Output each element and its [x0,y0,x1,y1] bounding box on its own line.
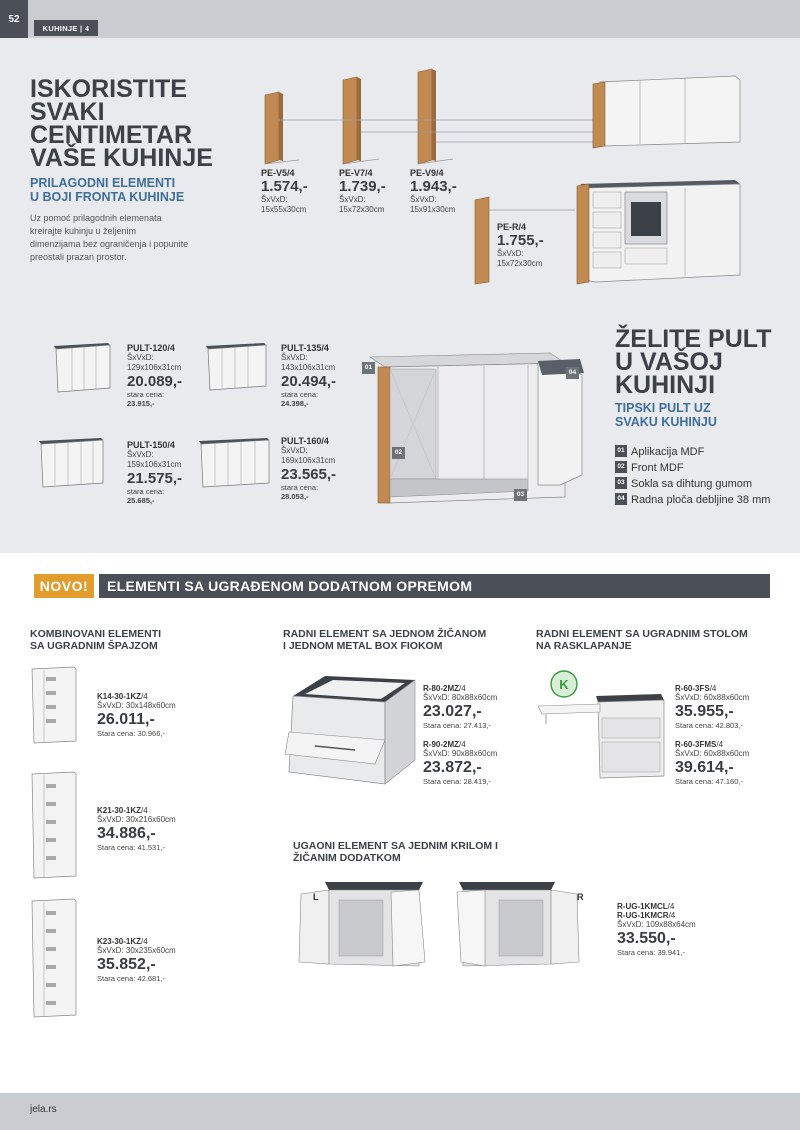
hero-title-line: VAŠE KUHINJE [30,144,213,172]
pult-title-line: U VAŠOJ [615,348,723,376]
product-code-row [617,902,696,911]
panel-pe-v5 [261,168,308,215]
product-code: R-80-2MZ [423,684,460,693]
product-code-row [675,684,749,693]
dim-value: ŠxVxD: 109x88x64cm [617,920,696,929]
dim-label: ŠxVxD: [339,195,366,204]
section-title-bar: ELEMENTI SA UGRAĐENOM DODATNOM OPREMOM [99,574,770,598]
product-price: 39.614,- [675,759,734,776]
old-price: 24.398,- [281,399,309,408]
product-code-row [423,684,497,693]
product-price: 34.886,- [97,825,156,842]
dim-value: ŠxVxD: 80x88x60cm [423,693,498,702]
dim-value: 159x106x31cm [127,460,182,469]
product-code: PULT-120/4 [127,343,175,353]
page-number: 52 [0,0,28,38]
corner-unit-illustration [295,878,605,970]
product-price: 35.852,- [97,956,156,973]
feature-row [615,490,770,506]
dim-label: ŠxVxD: [127,450,154,459]
corner-right-tag: R [577,892,584,902]
hero-title-line: ISKORISTITE [30,75,187,103]
pult-tag-03: 03 [514,489,527,501]
product-price: 23.565,- [281,466,337,483]
dim-value: 15x72x30cm [497,259,543,268]
dim-label: ŠxVxD: [281,446,308,455]
product-code: R-90-2MZ [423,740,460,749]
pult-135 [281,343,336,408]
dim-value: 143x106x31cm [281,363,336,372]
page-header [0,0,800,38]
footer-url[interactable]: jela.rs [30,1104,57,1115]
old-price: Stara cena: 27.413,- [423,721,491,730]
feature-num: 01 [615,445,627,457]
category-tab[interactable]: KUHINJE | 4 [34,20,98,36]
col2-heading [283,628,486,652]
item-r-ug-1kmc [617,902,696,957]
heading-line: SA UGRADNIM ŠPAJZOM [30,640,158,652]
product-price: 1.739,- [339,178,386,195]
product-price: 33.550,- [617,930,676,947]
old-price: Stara cena: 39.941,- [617,948,685,957]
heading-line: KOMBINOVANI ELEMENTI [30,628,162,640]
pult-150-image [39,438,103,487]
panel-pe-v9 [410,168,457,215]
product-code-row [97,937,176,946]
old-price: Stara cena: 28.419,- [423,777,491,786]
old-price-label: stara cena: [127,390,165,399]
pult-150 [127,440,182,505]
old-price: Stara cena: 30.966,- [97,729,165,738]
old-price: 25.685,- [127,496,155,505]
item-r-80-2mz [423,684,497,730]
hero-subtitle-line: U BOJI FRONTA KUHINJE [30,190,185,204]
panel-pe-v7 [339,168,386,215]
hero-title-line: SVAKI [30,98,105,126]
heading-line: RADNI ELEMENT SA JEDNOM ŽIČANOM [283,628,487,640]
product-code: R-60-3FS [675,684,710,693]
corner-right-image [457,882,579,966]
product-code-suffix: /4 [141,692,148,701]
hero-subtitle-line: PRILAGODNI ELEMENTI [30,176,176,190]
product-code: PE-V5/4 [261,168,295,178]
product-code-suffix: /4 [709,684,717,693]
product-code-suffix: /4 [141,937,148,946]
old-price: Stara cena: 47.160,- [675,777,743,786]
heading-line: UGAONI ELEMENT SA JEDNIM KRILOM I [293,840,498,852]
product-code: PE-V9/4 [410,168,444,178]
pult-features [615,442,770,506]
dim-value: ŠxVxD: 30x216x60cm [97,815,176,824]
dim-value: 129x106x31cm [127,363,182,372]
product-code: PE-V7/4 [339,168,373,178]
product-code: R-UG-1KMCR [617,911,669,920]
dim-value: ŠxVxD: 30x235x60cm [97,946,176,955]
product-code-suffix: /4 [668,911,676,920]
product-code-row [617,911,696,920]
pult-tag-01: 01 [362,362,375,374]
corner-left-tag: L [313,892,319,902]
feature-text: Aplikacija MDF [631,446,705,458]
pult-title-line: KUHINJI [615,371,716,399]
old-price-label: stara cena: [281,483,319,492]
heading-line: ŽIČANIM DODATKOM [293,852,401,864]
svg-text:K: K [559,677,569,692]
heading-line: RADNI ELEMENT SA UGRADNIM STOLOM [536,628,748,640]
dim-value: 169x106x31cm [281,456,336,465]
product-code: K21-30-1KZ [97,806,142,815]
pult-160 [281,436,336,501]
pantry-illustrations [30,665,80,1075]
dim-value: ŠxVxD: 60x88x60cm [675,749,750,758]
product-code-row [97,806,176,815]
product-code: PULT-135/4 [281,343,329,353]
dim-label: ŠxVxD: [410,195,437,204]
product-price: 1.943,- [410,178,457,195]
dim-value: 15x91x30cm [410,205,456,214]
feature-text: Sokla sa dihtung gumom [631,478,753,490]
hero-text-line: preostali prazan prostor. [30,252,127,262]
heading-line: NA RASKLAPANJE [536,640,632,652]
dim-label: ŠxVxD: [261,195,288,204]
product-price: 35.955,- [675,703,734,720]
pult-tag-04: 04 [566,367,579,379]
pult-detail-illustration [360,345,590,505]
product-price: 20.494,- [281,373,337,390]
pult-160-image [199,438,269,487]
product-price: 1.574,- [261,178,308,195]
product-code-suffix: /4 [459,740,466,749]
pult-120 [127,343,182,408]
dim-value: ŠxVxD: 60x88x60cm [675,693,750,702]
pult-subtitle-line: SVAKU KUHINJU [615,415,717,429]
pantry-k21-image [32,772,76,878]
item-r-90-2mz [423,740,497,786]
old-price: 28.053,- [281,492,309,501]
drawer-unit-illustration [285,672,420,792]
item-r-60-3fms [675,740,749,786]
corner-heading [293,840,498,864]
feature-row [615,474,770,490]
col1-heading [30,628,161,652]
col3-heading [536,628,748,652]
pult-120-image [54,343,110,392]
old-price-label: stara cena: [127,487,165,496]
product-code-suffix: /4 [459,684,466,693]
product-code: K14-30-1KZ [97,692,142,701]
hero-title-line: CENTIMETAR [30,121,193,149]
product-price: 21.575,- [127,470,183,487]
product-code-suffix: /4 [667,902,675,911]
product-code: R-UG-1KMCL [617,902,668,911]
novo-badge: NOVO! [34,574,94,598]
product-price: 26.011,- [97,711,155,728]
old-price: 23.915,- [127,399,155,408]
product-code-row [675,740,749,749]
hero-subtitle [30,176,184,204]
product-code-row [97,692,176,701]
hero-text-line: kreirajte kuhinju u željenim [30,226,137,236]
dim-value: 15x55x30cm [261,205,307,214]
dim-label: ŠxVxD: [497,249,524,258]
product-code: K23-30-1KZ [97,937,142,946]
feature-num: 03 [615,477,627,489]
product-code-row [423,740,497,749]
feature-text: Front MDF [631,462,684,474]
feature-num: 04 [615,493,627,505]
feature-row [615,442,770,458]
product-code: PULT-150/4 [127,440,175,450]
dim-value: ŠxVxD: 30x148x60cm [97,701,176,710]
item-k23 [97,937,176,983]
pantry-k14-image [32,667,76,743]
feature-num: 02 [615,461,627,473]
item-r-60-3fs [675,684,749,730]
dim-value: ŠxVxD: 90x88x60cm [423,749,498,758]
hero-text-line: Uz pomoć prilagodnih elemenata [30,213,162,223]
old-price-label: stara cena: [281,390,319,399]
pult-subtitle-line: TIPSKI PULT UZ [615,401,711,415]
old-price: Stara cena: 42.803,- [675,721,743,730]
dim-value: 15x72x30cm [339,205,385,214]
pult-info-title [615,325,772,399]
product-code-suffix: /4 [141,806,148,815]
hero-title [30,75,213,172]
hero-text-line: dimenzijama bez ograničenja i popunite [30,239,189,249]
product-price: 23.872,- [423,759,482,776]
page-footer [0,1093,800,1130]
pult-135-image [206,343,266,390]
item-k14 [97,692,176,738]
product-price: 20.089,- [127,373,183,390]
product-code: PE-R/4 [497,222,527,232]
pult-title-line: ŽELITE PULT [615,325,772,353]
product-code: R-60-3FMS [675,740,717,749]
folding-table-illustration [536,668,671,780]
heading-line: I JEDNOM METAL BOX FIOKOM [283,640,443,652]
dim-label: ŠxVxD: [281,353,308,362]
product-code-suffix: /4 [716,740,724,749]
hero-text [30,212,240,264]
pantry-k23-image [32,899,76,1017]
product-price: 23.027,- [423,703,482,720]
pult-info-subtitle [615,401,717,429]
panel-pe-r [497,222,544,269]
item-k21 [97,806,176,852]
pult-tag-02: 02 [392,447,405,459]
old-price: Stara cena: 41.531,- [97,843,165,852]
product-code: PULT-160/4 [281,436,329,446]
product-price: 1.755,- [497,232,544,249]
feature-text: Radna ploča debljine 38 mm [631,494,771,506]
brand-logo-icon [551,671,577,697]
feature-row [615,458,770,474]
old-price: Stara cena: 42.681,- [97,974,165,983]
dim-label: ŠxVxD: [127,353,154,362]
